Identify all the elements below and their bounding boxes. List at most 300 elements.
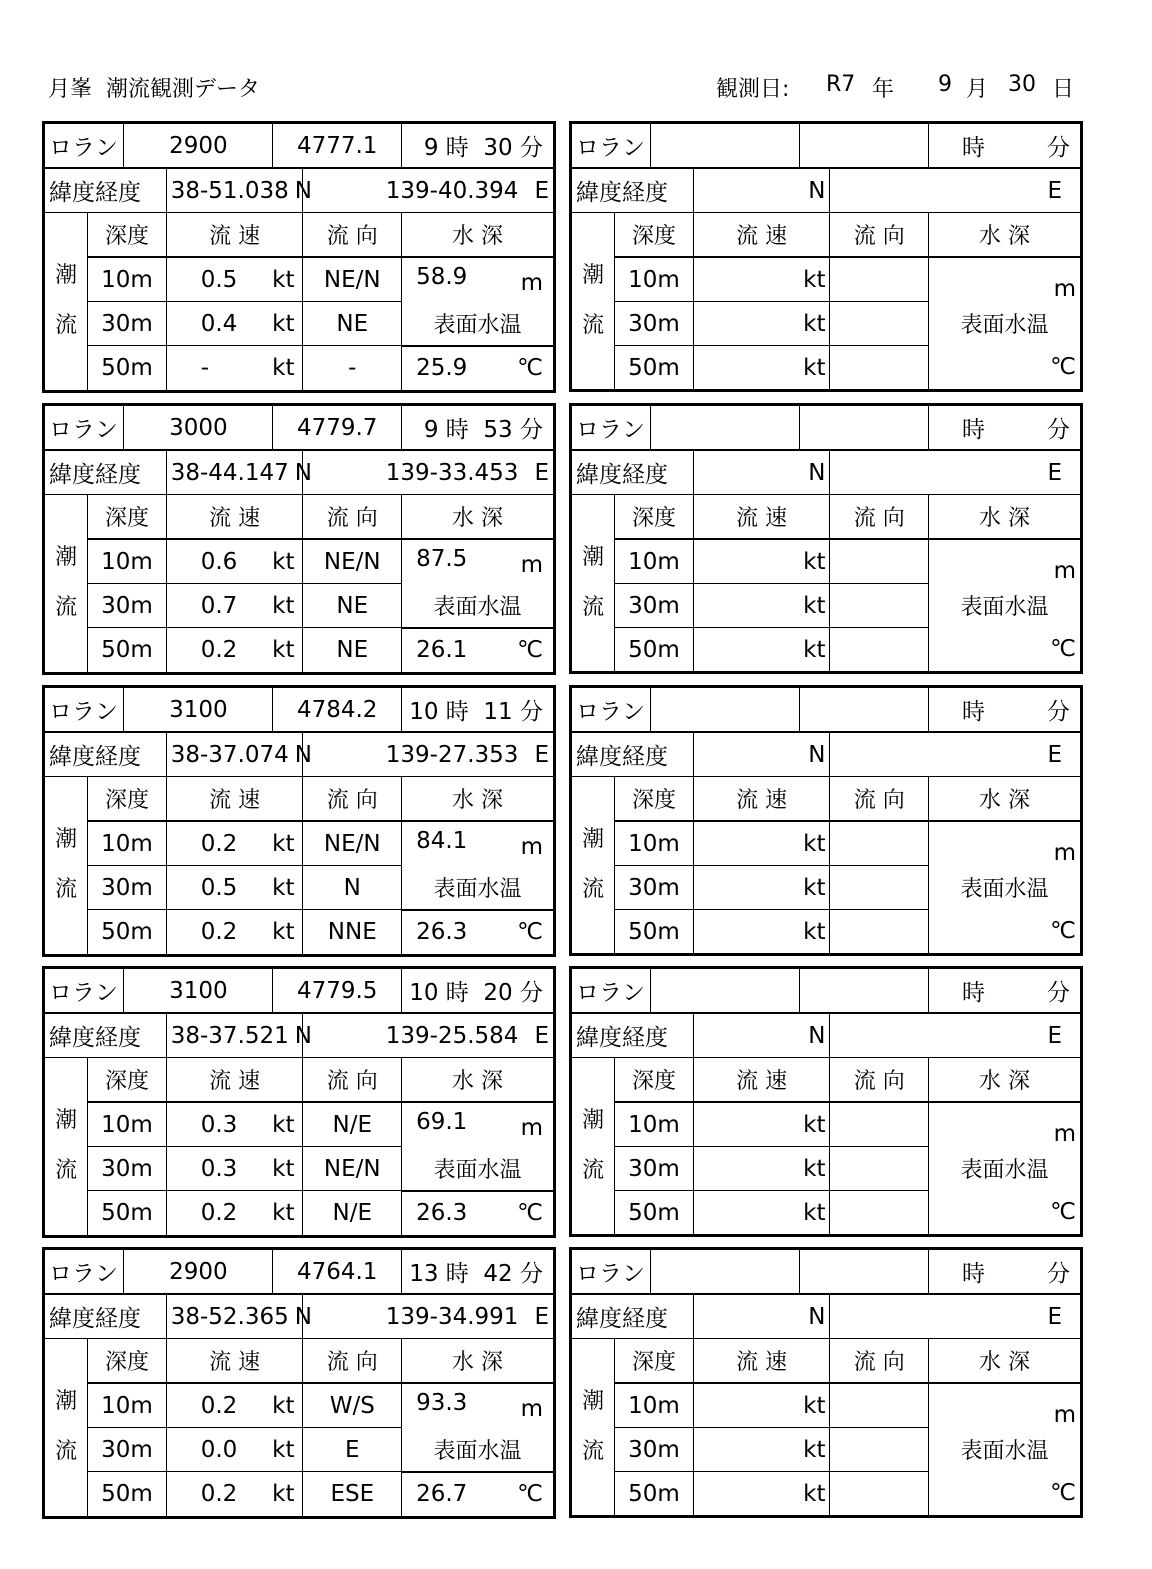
loran-value-1: 3100 bbox=[124, 687, 273, 733]
water-depth bbox=[929, 821, 1082, 866]
direction-10m bbox=[830, 257, 929, 302]
north-label: N bbox=[808, 459, 826, 486]
latitude-value: 38-51.038 bbox=[170, 177, 289, 204]
minute-label: 分 bbox=[1047, 135, 1070, 161]
speed-10m bbox=[693, 821, 830, 866]
latlon-label: 緯度経度 bbox=[571, 1294, 694, 1339]
observation-time bbox=[402, 687, 555, 733]
depth-50m: 50m bbox=[88, 1191, 166, 1237]
surface-temp-label: 表面水温 bbox=[929, 866, 1082, 910]
latitude bbox=[693, 732, 830, 777]
water-depth-header: 水 深 bbox=[402, 1339, 555, 1384]
speed-header: 流 速 bbox=[166, 1058, 303, 1103]
hour-value: 10 bbox=[409, 699, 439, 725]
depth-30m: 30m bbox=[88, 866, 166, 910]
hour-value: 9 bbox=[423, 135, 439, 161]
kt-unit: kt bbox=[272, 636, 295, 663]
direction-10m: W/S bbox=[303, 1383, 402, 1428]
tide-char-2: 流 bbox=[55, 877, 78, 903]
depth-30m: 30m bbox=[615, 302, 693, 346]
latitude bbox=[166, 168, 312, 213]
speed-header: 流 速 bbox=[166, 213, 303, 258]
kt-unit: kt bbox=[272, 592, 295, 619]
kt-unit: kt bbox=[272, 1155, 295, 1182]
surface-temp bbox=[929, 346, 1082, 391]
direction-50m bbox=[830, 1472, 929, 1517]
east-label: E bbox=[1047, 459, 1062, 486]
kt-unit: kt bbox=[803, 830, 826, 857]
kt-unit: kt bbox=[803, 1392, 826, 1419]
speed-value: 0.0 bbox=[200, 1436, 238, 1463]
depth-10m: 10m bbox=[88, 539, 166, 584]
water-depth bbox=[929, 539, 1082, 584]
tide-label bbox=[571, 213, 615, 391]
loran-value-1 bbox=[651, 123, 800, 169]
direction-30m bbox=[830, 302, 929, 346]
tide-char-1: 潮 bbox=[55, 263, 78, 289]
loran-value-2 bbox=[800, 1249, 929, 1295]
observation-time bbox=[402, 1249, 555, 1295]
depth-10m: 10m bbox=[615, 539, 693, 584]
speed-50m bbox=[693, 346, 830, 391]
direction-30m: E bbox=[303, 1428, 402, 1472]
observation-block bbox=[42, 403, 556, 675]
direction-30m: NE/N bbox=[303, 1147, 402, 1191]
surface-temp-value: 25.9 bbox=[416, 355, 468, 381]
kt-unit: kt bbox=[272, 1392, 295, 1419]
minute-label: 分 bbox=[520, 1261, 543, 1287]
speed-value: 0.3 bbox=[200, 1111, 238, 1138]
direction-30m: N bbox=[303, 866, 402, 910]
tide-label bbox=[44, 495, 88, 674]
tide-label bbox=[44, 213, 88, 392]
speed-10m bbox=[693, 257, 830, 302]
depth-50m: 50m bbox=[88, 1472, 166, 1518]
surface-temp bbox=[406, 1481, 549, 1507]
water-depth-header: 水 深 bbox=[402, 213, 555, 258]
longitude-value: 139-27.353 bbox=[385, 741, 519, 768]
kt-unit: kt bbox=[272, 1111, 295, 1138]
surface-temp bbox=[406, 919, 549, 945]
depth-30m: 30m bbox=[615, 584, 693, 628]
longitude bbox=[830, 450, 1082, 495]
water-depth bbox=[406, 1390, 549, 1422]
direction-10m: NE/N bbox=[303, 257, 402, 302]
celsius-unit: ℃ bbox=[517, 1200, 543, 1226]
speed-10m bbox=[693, 1102, 830, 1147]
depth-header: 深度 bbox=[615, 213, 693, 258]
latitude bbox=[166, 732, 312, 777]
speed-30m bbox=[171, 311, 299, 337]
tide-char-1: 潮 bbox=[55, 827, 78, 853]
kt-unit: kt bbox=[803, 548, 826, 575]
speed-value: 0.2 bbox=[200, 918, 238, 945]
water-depth bbox=[929, 257, 1082, 302]
hour-label: 時 bbox=[445, 1261, 469, 1287]
longitude bbox=[303, 1013, 555, 1058]
observation-time bbox=[929, 123, 1082, 169]
longitude-value: 139-25.584 bbox=[385, 1022, 519, 1049]
loran-label: ロラン bbox=[44, 968, 124, 1014]
depth-50m: 50m bbox=[615, 628, 693, 673]
depth-10m: 10m bbox=[615, 1383, 693, 1428]
depth-10m: 10m bbox=[88, 821, 166, 866]
surface-temp-label: 表面水温 bbox=[402, 1147, 555, 1191]
observation-time bbox=[929, 1249, 1082, 1295]
day-label: 日 bbox=[1052, 77, 1075, 102]
celsius-unit: ℃ bbox=[517, 919, 543, 945]
kt-unit: kt bbox=[272, 1199, 295, 1226]
speed-value: 0.5 bbox=[200, 874, 238, 901]
speed-value: 0.3 bbox=[200, 1155, 238, 1182]
loran-value-2 bbox=[800, 968, 929, 1014]
loran-label: ロラン bbox=[44, 405, 124, 451]
tide-char-2: 流 bbox=[582, 595, 605, 620]
minute-label: 分 bbox=[520, 135, 543, 161]
celsius-unit: ℃ bbox=[1050, 1480, 1076, 1507]
minute-label: 分 bbox=[520, 980, 543, 1006]
water-depth bbox=[406, 264, 549, 296]
minute-value: 11 bbox=[483, 699, 513, 725]
direction-header: 流 向 bbox=[303, 495, 402, 540]
depth-10m: 10m bbox=[615, 257, 693, 302]
depth-10m: 10m bbox=[615, 821, 693, 866]
surface-temp-value: 26.3 bbox=[416, 919, 468, 945]
depth-30m: 30m bbox=[88, 302, 166, 346]
tide-char-2: 流 bbox=[55, 1439, 78, 1465]
tide-label bbox=[571, 1058, 615, 1236]
celsius-unit: ℃ bbox=[517, 355, 543, 381]
tide-label bbox=[571, 777, 615, 955]
kt-unit: kt bbox=[803, 1199, 826, 1226]
direction-50m: NNE bbox=[303, 910, 402, 956]
north-label: N bbox=[808, 1303, 826, 1330]
m-unit: m bbox=[520, 269, 543, 296]
month-value: 9 bbox=[938, 72, 952, 97]
direction-50m bbox=[830, 628, 929, 673]
surface-temp bbox=[929, 1191, 1082, 1236]
latitude bbox=[693, 168, 830, 213]
east-label: E bbox=[534, 1303, 549, 1330]
month-label: 月 bbox=[966, 77, 989, 102]
depth-30m: 30m bbox=[88, 1428, 166, 1472]
speed-50m bbox=[171, 355, 299, 381]
hour-label: 時 bbox=[445, 980, 469, 1006]
kt-unit: kt bbox=[803, 592, 826, 619]
kt-unit: kt bbox=[272, 266, 295, 293]
speed-30m bbox=[693, 1147, 830, 1191]
tide-char-1: 潮 bbox=[582, 545, 605, 570]
depth-30m: 30m bbox=[615, 1428, 693, 1472]
hour-value: 9 bbox=[423, 417, 439, 443]
hour-label: 時 bbox=[962, 699, 985, 725]
year-label: 年 bbox=[872, 77, 895, 102]
longitude bbox=[303, 732, 555, 777]
depth-50m: 50m bbox=[88, 346, 166, 392]
tide-char-2: 流 bbox=[582, 1158, 605, 1183]
kt-unit: kt bbox=[803, 1155, 826, 1182]
water-depth-header: 水 深 bbox=[929, 495, 1082, 540]
speed-header: 流 速 bbox=[166, 777, 303, 822]
m-unit: m bbox=[520, 551, 543, 578]
tide-char-2: 流 bbox=[55, 313, 78, 339]
latitude bbox=[693, 1013, 830, 1058]
direction-50m bbox=[830, 346, 929, 391]
longitude-value: 139-40.394 bbox=[385, 177, 519, 204]
loran-label: ロラン bbox=[44, 123, 124, 169]
kt-unit: kt bbox=[803, 918, 826, 945]
loran-value-1 bbox=[651, 1249, 800, 1295]
east-label: E bbox=[1047, 177, 1062, 204]
speed-50m bbox=[171, 919, 299, 945]
kt-unit: kt bbox=[803, 636, 826, 663]
minute-label: 分 bbox=[1047, 980, 1070, 1006]
speed-value: 0.4 bbox=[200, 310, 238, 337]
water-depth-value: 84.1 bbox=[416, 827, 468, 854]
loran-value-2: 4764.1 bbox=[273, 1249, 402, 1295]
surface-temp-label: 表面水温 bbox=[929, 584, 1082, 628]
observation-time bbox=[402, 968, 555, 1014]
tide-char-1: 潮 bbox=[55, 1389, 78, 1415]
depth-30m: 30m bbox=[88, 1147, 166, 1191]
speed-value: 0.2 bbox=[200, 1480, 238, 1507]
loran-value-2: 4777.1 bbox=[273, 123, 402, 169]
celsius-unit: ℃ bbox=[1050, 354, 1076, 381]
loran-value-1: 3100 bbox=[124, 968, 273, 1014]
depth-header: 深度 bbox=[88, 1058, 166, 1103]
speed-value: - bbox=[200, 354, 209, 381]
depth-header: 深度 bbox=[615, 1058, 693, 1103]
tide-label bbox=[571, 1339, 615, 1517]
observation-time bbox=[929, 405, 1082, 451]
latitude bbox=[166, 1013, 312, 1058]
celsius-unit: ℃ bbox=[1050, 636, 1076, 663]
kt-unit: kt bbox=[803, 1436, 826, 1463]
water-depth-value: 69.1 bbox=[416, 1108, 468, 1135]
tide-label bbox=[44, 1058, 88, 1237]
day-value: 30 bbox=[1008, 72, 1036, 97]
tide-char-1: 潮 bbox=[582, 827, 605, 852]
speed-10m bbox=[693, 539, 830, 584]
speed-50m bbox=[171, 1200, 299, 1226]
water-depth-header: 水 深 bbox=[402, 777, 555, 822]
east-label: E bbox=[1047, 741, 1062, 768]
longitude bbox=[830, 732, 1082, 777]
kt-unit: kt bbox=[272, 918, 295, 945]
loran-label: ロラン bbox=[44, 1249, 124, 1295]
m-unit: m bbox=[520, 833, 543, 860]
water-depth-value: 93.3 bbox=[416, 1389, 468, 1416]
latitude-value: 38-52.365 bbox=[170, 1303, 289, 1330]
empty-observation-block bbox=[569, 121, 1083, 392]
direction-30m bbox=[830, 866, 929, 910]
latlon-label: 緯度経度 bbox=[44, 1013, 167, 1058]
speed-30m bbox=[171, 1437, 299, 1463]
north-label: N bbox=[294, 459, 312, 486]
east-label: E bbox=[1047, 1303, 1062, 1330]
loran-label: ロラン bbox=[571, 405, 651, 451]
east-label: E bbox=[534, 459, 549, 486]
water-depth bbox=[406, 828, 549, 860]
tide-char-2: 流 bbox=[55, 595, 78, 621]
surface-temp bbox=[406, 355, 549, 381]
water-depth-header: 水 深 bbox=[402, 1058, 555, 1103]
hour-label: 時 bbox=[962, 417, 985, 443]
speed-30m bbox=[693, 302, 830, 346]
speed-50m bbox=[693, 1191, 830, 1236]
surface-temp bbox=[929, 1472, 1082, 1517]
tide-char-1: 潮 bbox=[582, 263, 605, 288]
depth-10m: 10m bbox=[88, 1383, 166, 1428]
north-label: N bbox=[294, 1303, 312, 1330]
speed-30m bbox=[171, 593, 299, 619]
loran-value-1: 2900 bbox=[124, 1249, 273, 1295]
tide-char-1: 潮 bbox=[55, 1108, 78, 1134]
tide-label bbox=[44, 1339, 88, 1518]
water-depth bbox=[929, 1383, 1082, 1428]
minute-value: 42 bbox=[483, 1261, 513, 1287]
east-label: E bbox=[534, 741, 549, 768]
speed-10m bbox=[693, 1383, 830, 1428]
speed-header: 流 速 bbox=[166, 495, 303, 540]
direction-10m bbox=[830, 1102, 929, 1147]
surface-temp-label: 表面水温 bbox=[929, 302, 1082, 346]
observation-time bbox=[402, 123, 555, 169]
direction-header: 流 向 bbox=[303, 213, 402, 258]
speed-value: 0.2 bbox=[200, 1199, 238, 1226]
m-unit: m bbox=[1053, 557, 1076, 584]
celsius-unit: ℃ bbox=[517, 637, 543, 663]
kt-unit: kt bbox=[272, 354, 295, 381]
depth-50m: 50m bbox=[615, 346, 693, 391]
minute-label: 分 bbox=[1047, 417, 1070, 443]
loran-value-1 bbox=[651, 968, 800, 1014]
depth-50m: 50m bbox=[615, 910, 693, 955]
m-unit: m bbox=[1053, 1120, 1076, 1147]
depth-10m: 10m bbox=[88, 257, 166, 302]
minute-value: 53 bbox=[483, 417, 513, 443]
latlon-label: 緯度経度 bbox=[44, 732, 167, 777]
observation-block bbox=[42, 121, 556, 393]
speed-header: 流 速 bbox=[693, 1058, 830, 1103]
depth-30m: 30m bbox=[615, 866, 693, 910]
speed-10m bbox=[171, 549, 299, 575]
latitude bbox=[166, 1294, 312, 1339]
observation-block bbox=[42, 966, 556, 1238]
speed-value: 0.2 bbox=[200, 636, 238, 663]
empty-observation-block bbox=[569, 1247, 1083, 1518]
direction-30m: NE bbox=[303, 302, 402, 346]
water-depth bbox=[406, 1109, 549, 1141]
latitude-value: 38-44.147 bbox=[170, 459, 289, 486]
speed-30m bbox=[693, 584, 830, 628]
celsius-unit: ℃ bbox=[1050, 1199, 1076, 1226]
date-label: 観測日: bbox=[716, 77, 790, 102]
water-depth-header: 水 深 bbox=[929, 777, 1082, 822]
empty-observation-block bbox=[569, 685, 1083, 956]
longitude bbox=[830, 168, 1082, 213]
surface-temp-label: 表面水温 bbox=[929, 1147, 1082, 1191]
speed-header: 流 速 bbox=[693, 777, 830, 822]
kt-unit: kt bbox=[803, 266, 826, 293]
observation-time bbox=[929, 968, 1082, 1014]
m-unit: m bbox=[1053, 1401, 1076, 1428]
direction-50m: ESE bbox=[303, 1472, 402, 1518]
depth-header: 深度 bbox=[88, 213, 166, 258]
loran-label: ロラン bbox=[571, 1249, 651, 1295]
minute-label: 分 bbox=[520, 699, 543, 725]
hour-label: 時 bbox=[445, 417, 469, 443]
longitude bbox=[830, 1294, 1082, 1339]
direction-50m bbox=[830, 1191, 929, 1236]
latitude-value: 38-37.074 bbox=[170, 741, 289, 768]
direction-10m: NE/N bbox=[303, 821, 402, 866]
tide-char-1: 潮 bbox=[582, 1389, 605, 1414]
surface-temp bbox=[406, 637, 549, 663]
direction-header: 流 向 bbox=[303, 777, 402, 822]
latlon-label: 緯度経度 bbox=[571, 1013, 694, 1058]
speed-value: 0.6 bbox=[200, 548, 238, 575]
kt-unit: kt bbox=[272, 1480, 295, 1507]
loran-label: ロラン bbox=[44, 687, 124, 733]
m-unit: m bbox=[520, 1395, 543, 1422]
direction-10m bbox=[830, 539, 929, 584]
water-depth-value: 87.5 bbox=[416, 545, 468, 572]
kt-unit: kt bbox=[272, 310, 295, 337]
water-depth-header: 水 深 bbox=[929, 1339, 1082, 1384]
hour-label: 時 bbox=[962, 980, 985, 1006]
hour-label: 時 bbox=[962, 135, 985, 161]
observation-block bbox=[42, 685, 556, 957]
kt-unit: kt bbox=[803, 1111, 826, 1138]
loran-value-2: 4779.5 bbox=[273, 968, 402, 1014]
loran-value-1 bbox=[651, 405, 800, 451]
loran-label: ロラン bbox=[571, 968, 651, 1014]
latlon-label: 緯度経度 bbox=[571, 450, 694, 495]
direction-header: 流 向 bbox=[830, 777, 929, 822]
north-label: N bbox=[294, 177, 312, 204]
kt-unit: kt bbox=[272, 874, 295, 901]
direction-header: 流 向 bbox=[830, 495, 929, 540]
latlon-label: 緯度経度 bbox=[44, 1294, 167, 1339]
water-depth bbox=[929, 1102, 1082, 1147]
direction-50m: NE bbox=[303, 628, 402, 674]
longitude bbox=[303, 168, 555, 213]
water-depth bbox=[406, 546, 549, 578]
direction-10m bbox=[830, 1383, 929, 1428]
latlon-label: 緯度経度 bbox=[571, 732, 694, 777]
direction-10m: N/E bbox=[303, 1102, 402, 1147]
water-depth-value: 58.9 bbox=[416, 263, 468, 290]
depth-header: 深度 bbox=[615, 1339, 693, 1384]
speed-header: 流 速 bbox=[693, 495, 830, 540]
minute-label: 分 bbox=[1047, 1261, 1070, 1287]
surface-temp-value: 26.1 bbox=[416, 637, 468, 663]
kt-unit: kt bbox=[803, 874, 826, 901]
speed-header: 流 速 bbox=[693, 213, 830, 258]
depth-50m: 50m bbox=[615, 1472, 693, 1517]
water-depth-header: 水 深 bbox=[929, 213, 1082, 258]
celsius-unit: ℃ bbox=[517, 1481, 543, 1507]
direction-30m: NE bbox=[303, 584, 402, 628]
depth-30m: 30m bbox=[615, 1147, 693, 1191]
hour-label: 時 bbox=[962, 1261, 985, 1287]
speed-10m bbox=[171, 1393, 299, 1419]
direction-header: 流 向 bbox=[830, 1339, 929, 1384]
kt-unit: kt bbox=[272, 548, 295, 575]
hour-value: 10 bbox=[409, 980, 439, 1006]
tide-label bbox=[571, 495, 615, 673]
